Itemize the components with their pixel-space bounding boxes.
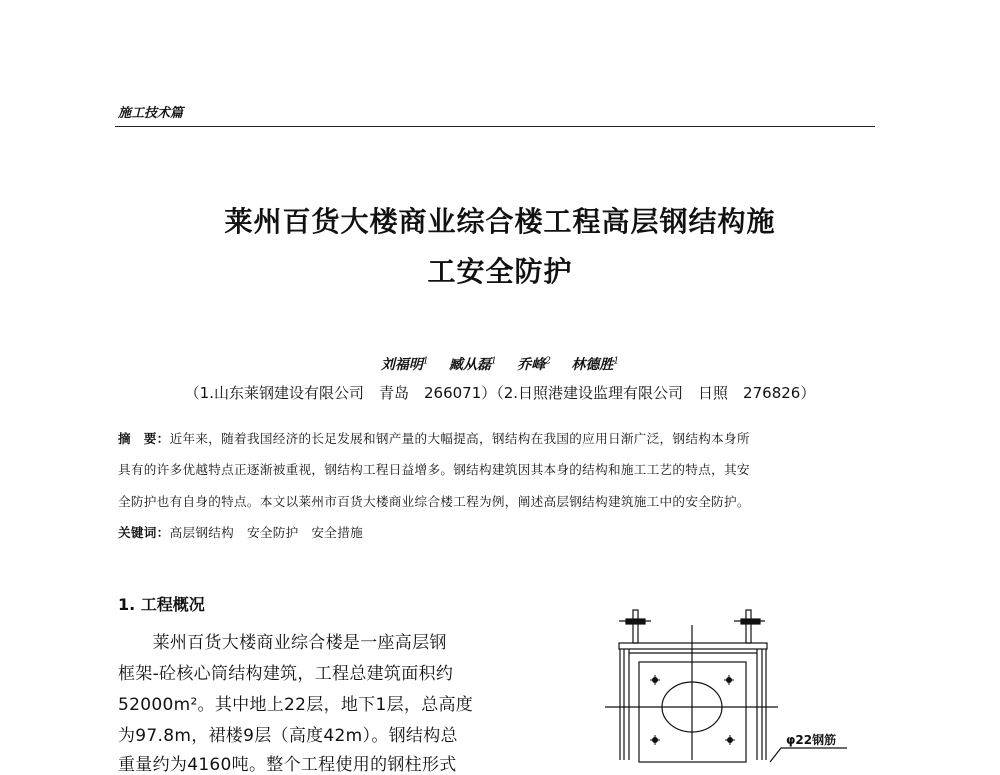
- body-line: 重量约为4160吨。整个工程使用的钢柱形式: [118, 755, 457, 775]
- anchor-bolt-right: [734, 610, 765, 643]
- abstract-line: 全防护也有自身的特点。本文以莱州市百货大楼商业综合楼工程为例，阐述高层钢结构建筑施工中的安全防护。: [118, 494, 750, 509]
- abstract-line: 具有的许多优越特点正逐渐被重视，钢结构工程日益增多。钢结构建筑因其本身的结构和施工工艺的特点，其安: [118, 462, 750, 477]
- body-line: 框架-砼核心筒结构建筑，工程总建筑面积约: [118, 664, 454, 684]
- author: 林德胜$^1$: [571, 356, 620, 373]
- top-plate: [619, 643, 767, 649]
- anchor-bolt-left: [619, 610, 651, 643]
- title-line-2: 工安全防护: [427, 255, 573, 288]
- author: 刘福明$^1$: [380, 356, 429, 373]
- rebar-label: φ22钢筋: [786, 733, 837, 747]
- keywords: 关键词：高层钢结构 安全防护 安全措施: [118, 525, 363, 540]
- body-line: 为97.8m，裙楼9层（高度42m）。钢结构总: [118, 726, 458, 746]
- author: 臧从磊$^1$: [449, 356, 497, 373]
- title-line-1: 莱州百货大楼商业综合楼工程高层钢结构施: [224, 205, 776, 238]
- leader-line: [770, 748, 847, 762]
- abstract-line: 摘 要：近年来，随着我国经济的长足发展和钢产量的大幅提高，钢结构在我国的应用日渐广泛，钢结构本身所: [118, 431, 750, 446]
- body-line: 莱州百货大楼商业综合楼是一座高层钢: [118, 633, 447, 653]
- running-header: 施工技术篇: [118, 106, 184, 121]
- affiliations: （1.山东莱钢建设有限公司 青岛 266071）（2.日照港建设监理有限公司 日照 276826）: [184, 384, 816, 402]
- author: 乔峰$^2$: [517, 356, 551, 373]
- body-line: 52000m²。其中地上22层，地下1层，总高度: [118, 695, 474, 715]
- section-heading: 1. 工程概况: [118, 595, 205, 614]
